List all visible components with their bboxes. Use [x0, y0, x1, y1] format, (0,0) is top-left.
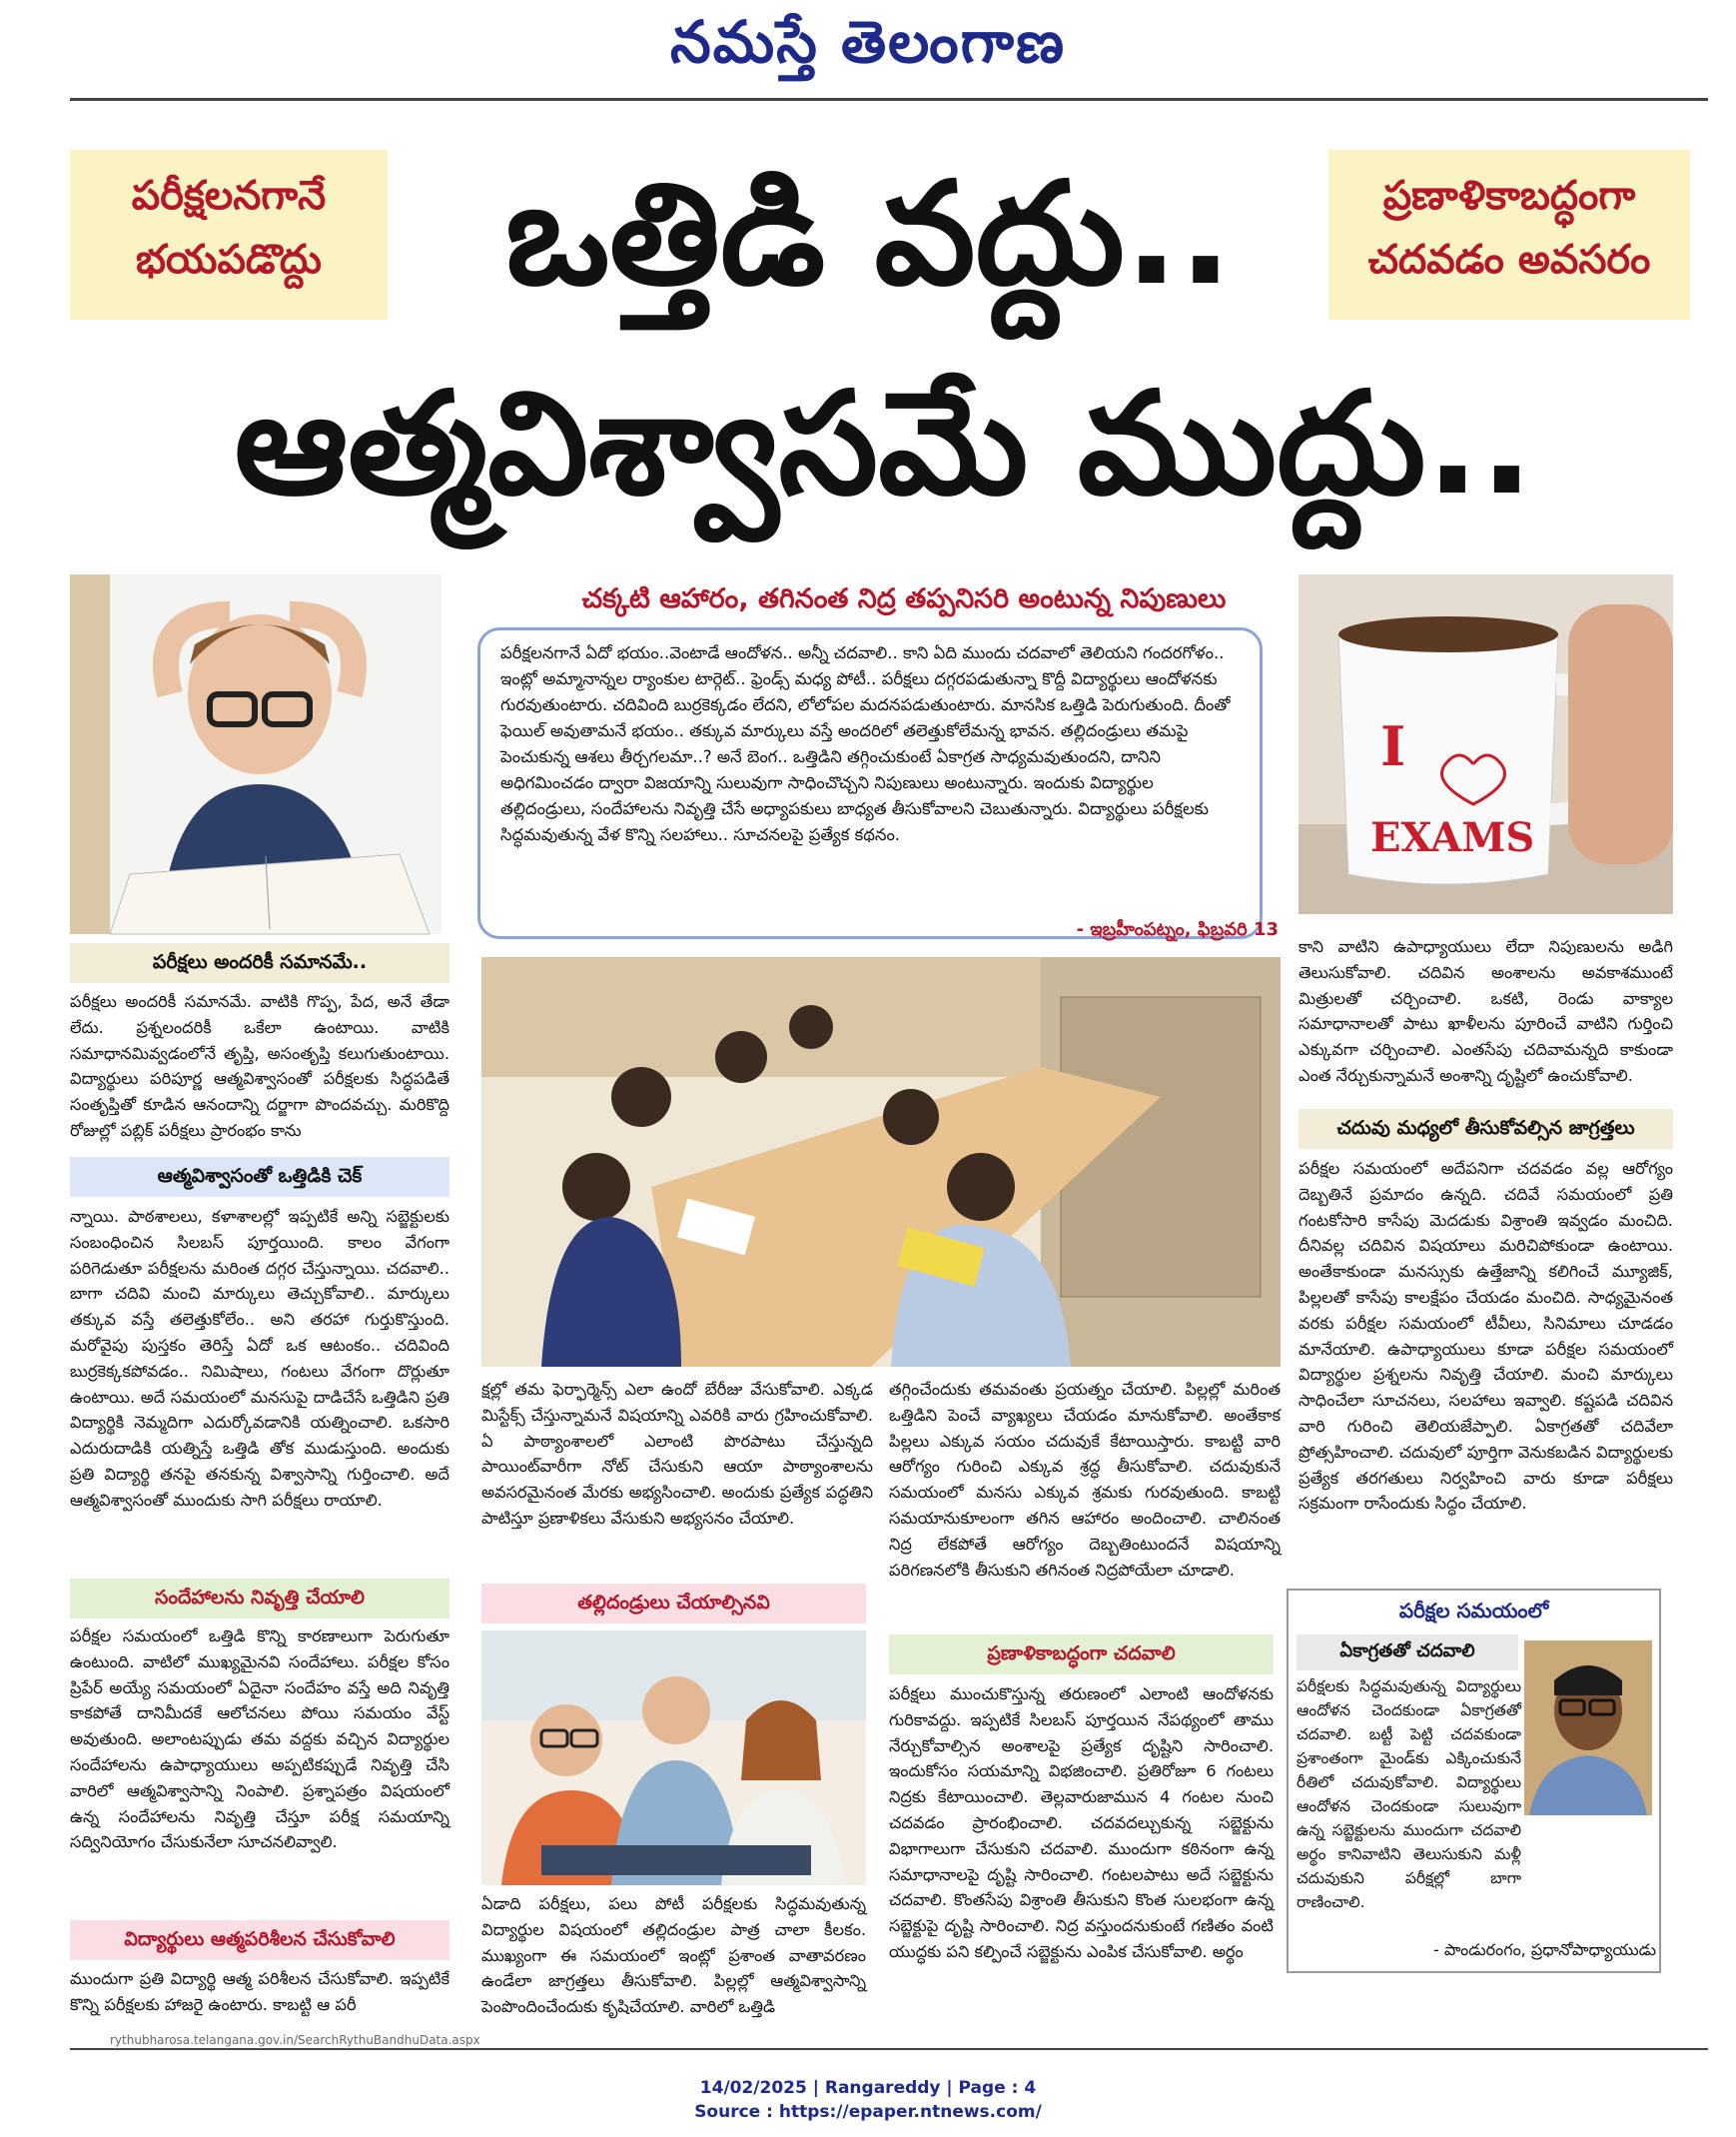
intro-box	[477, 627, 1263, 939]
section-title-self-review: విద్యార్థులు ఆత్మపరిశీలన చేసుకోవాలి	[70, 1920, 449, 1960]
section-body-doubts: పరీక్షల సమయంలో ఒత్తిడి కొన్ని కారణాలుగా పెరుగుతూ ఉంటుంది. వాటిలో ముఖ్యమైనవి సందేహాలు. పరీక్షల కోసం ప్రిపేర్ అయ్యే సమయంలో ఏదైనా సందేహం వస్తే అది నివృత్తి కాకపోతే దానిమీదకే ఆలోచనలు పోయి సమయం వేస్ట్ అవుతుంది. అలాంటప్పుడు తమ వద్దకు వచ్చిన విద్యార్థుల సందేహాలను ఉపాధ్యాయులు అప్పటికప్పుడే నివృత్తి చేసి వారిలో ఆత్మవిశ్వాసాన్ని నింపాలి. ప్రశ్నాపత్రం విషయంలో ఉన్న సందేహాలను నివృత్తి చేస్తూ పరీక్ష సమయాన్ని సద్వినియోగం చేసుకునేలా సూచనలివ్వాలి.	[70, 1626, 449, 1852]
section-body-equal: పరీక్షలు అందరికీ సమానమే. వాటికి గొప్ప, పేద, అనే తేడా లేదు. ప్రశ్నలందరికీ ఒకేలా ఉంటాయి. వాటికి సమాధానమివ్వడంలోనే తృప్తి, అసంతృప్తి కలుగుతుంటాయి. విద్యార్థులు పరిపూర్ణ ఆత్మవిశ్వాసంతో పరీక్షలకు సిద్ధపడితే సంతృప్తితో కూడిన ఆనందాన్ని దర్జాగా పొందవచ్చు. మరికొద్ది రోజుల్లో పబ్లిక్ పరీక్షలు ప్రారంభం కాను	[70, 992, 449, 1140]
middle-column-1-text: క్షల్లో తమ ఫెర్ఫార్మెన్స్ ఎలా ఉందో బేరీజు వేసుకోవాలి. ఎక్కడ మిస్టేక్స్ చేస్తున్నామనే విషయాన్ని ఎవరికి వారు గ్రహించుకోవాలి. ఏ పాఠ్యాంశాలలో ఎలాంటి పొరపాటు చేస్తున్నది పాయింట్‌వారీగా నోట్ చేసుకుని ఆయా పాఠ్యాంశాలను అవసరమైనంత మేరకు అభ్యసించాలి. అందుకు ప్రత్యేక పద్ధతిని పాటిస్తూ ప్రణాళికలు వేసుకుని అభ్యసనం చేయాలి.	[481, 1380, 873, 1528]
mug-text-i: I	[1380, 714, 1406, 778]
section-body-confidence: న్నాయి. పాఠశాలలు, కళాశాలల్లో ఇప్పటికే అన్ని సబ్జెక్టులకు సంబంధించిన సిలబస్ పూర్తయింది. కాలం వేగంగా పరిగెడుతూ పరీక్షలను మరింత దగ్గర చేస్తున్నాయి. చదవాలి.. బాగా చదివి మంచి మార్కులు తెచ్చుకోవాలి.. మార్కులు తక్కువ వస్తే తలెత్తుకోలేం.. అని తరహా గుర్తుకొస్తుంది. మరోవైపు పుస్తకం తెరిస్తే ఏదో ఒక ఆటంకం.. చదివింది బుర్రకెక్కకపోవడం.. నిమిషాలు, గంటలు వేగంగా దొర్లుతూ ఉంటాయి. అదే సమయంలో మనసుపై దాడిచేసే ఒత్తిడిని ప్రతి విద్యార్థికి నెమ్మదిగా ఎదుర్కోవడానికి యత్నించాలి. ఒకసారి ఎదురుదాడికి యత్నిస్తే ఒత్తిడి తోక ముడుస్తుంది. అందుకు ప్రతి విద్యార్థి తనపై తనకున్న విశ్వాసాన్ని గుర్తించాలి. అదే ఆత్మవిశ్వాసంతో ముందుకు సాగి పరీక్షలు రాయాలి.	[70, 1207, 449, 1510]
section-body-planned: పరీక్షలు ముంచుకొస్తున్న తరుణంలో ఎలాంటి ఆందోళనకు గురికావద్దు. ఇప్పటికే సిలబస్ పూర్తయిన నేపథ్యంలో తాము నేర్చుకోవాల్సిన అంశాలపై ప్రత్యేక దృష్టిని సారించాలి. ఇందుకోసం సయమాన్ని విభజించాలి. ప్రతిరోజూ 6 గంటలు నిద్రకు కేటాయించాలి. తెల్లవారుజామున 4 గంటల నుంచి చదవడం ప్రారంభించాలి. చదవదల్చుకున్న సబ్జెక్టును విభాగాలుగా చేసుకుని చదవాలి. ముందుగా కఠినంగా ఉన్న సమాధానాలపై దృష్టి సారించాలి. గంటలపాటు అదే సబ్జెక్టును చదవాలి. కొంతసేపు విశ్రాంతి తీసుకుని కొంత సులభంగా ఉన్న సబ్జెక్టుపై దృష్టి సారించాలి. నిద్ర వస్తుందనుకుంటే గణితం వంటి యుద్ధకు పని కల్పించే సబ్జెక్టును ఎంపిక చేసుకోవాలి. అర్థం	[889, 1684, 1274, 1961]
headline-line2: ఆత్మవిశ్వాసమే ముద్దు..	[234, 362, 1534, 527]
section-title-doubts: సందేహాలను నివృత్తి చేయాలి	[70, 1579, 449, 1618]
family-photo	[481, 1630, 866, 1885]
mug-text-exams: EXAMS	[1370, 814, 1535, 861]
right-callout-line1: ప్రణాళికాబద్ధంగా	[1382, 173, 1636, 219]
intro-text: పరీక్షలనగానే ఏదో భయం..వెంటాడే ఆందోళన.. అన్నీ చదవాలి.. కాని ఏది ముందు చదవాలో తెలియని గందరగోళం.. ఇంట్లో అమ్మానాన్నల ర్యాంకుల టార్గెట్.. ఫ్రెండ్స్ మధ్య పోటీ.. పరీక్షలు దగ్గరపడుతున్నా కొద్దీ విద్యార్థులు ఆందోళనకు గురవుతుంటారు. చదివింది బుర్రకెక్కడం లేదని, లోలోపల మదనపడుతుంటారు. మానసిక ఒత్తిడి పెరుగుతుంది. దీంతో ఫెయిల్ అవుతామనే భయం.. తక్కువ మార్కులు వస్తే అందరిలో తలెత్తుకోలేమన్న భావన. తల్లిదండ్రులు తమపై పెంచుకున్న ఆశలు తీర్చగలమా..? అనే బెంగ.. ఒత్తిడిని తగ్గించుకుంటే ఏకాగ్రత సాధ్యమవుతుందని, దానిని అధిగమించడం ద్వారా విజయాన్ని సులువుగా సాధించొచ్చని నిపుణులు అంటున్నారు. ఇందుకు విద్యార్థుల తల్లిదండ్రులు, సందేహాలను నివృత్తి చేసే అధ్యాపకులు బాధ్యత తీసుకోవాలని చెబుతున్నారు. విద్యార్థులు పరీక్షలకు సిద్ధమవుతున్న వేళ కొన్ని సలహాలు.. సూచనలపై ప్రత్యేక కథనం.	[500, 643, 1231, 844]
i-love-exams-mug-photo	[1299, 574, 1673, 914]
section-title-precautions: చదువు మధ్యలో తీసుకోవల్సిన జాగ్రత్తలు	[1299, 1109, 1673, 1149]
profile-body: పరీక్షలకు సిద్ధమవుతున్న విద్యార్థులు ఆందోళన చెందకుండా ఏకాగ్రతతో చదవాలి. బట్టీ పెట్టి చదవకుండా ప్రశాంతంగా మైండ్‌కు ఎక్కించుకునే రీతిలో చదువుకోవాలి. విద్యార్థులు ఆందోళన చెందకుండా సులువుగా ఉన్న సబ్జెక్టులను ముందుగా చదవాలి అర్థం కానివాటిని తెలుసుకుని మళ్లీ చదువుకుని పరీక్షల్లో బాగా రాణించాలి.	[1297, 1677, 1521, 1911]
profile-signature: - పాండురంగం, ప్రధానోపాధ్యాయుడు	[1432, 1940, 1656, 1959]
headmaster-quote-box	[1287, 1589, 1661, 1973]
headline-line1: ఒత్తిడి వద్దు..	[505, 152, 1233, 317]
stressed-student-photo	[70, 574, 441, 934]
right-callout-line2: చదవడం అవసరం	[1367, 237, 1651, 283]
subheadline: చక్కటి ఆహారం, తగినంత నిద్ర తప్పనిసరి అంటున్న నిపుణులు	[581, 583, 1227, 614]
left-callout-line2: భయపడొద్దు	[136, 237, 322, 283]
right-callout-box	[1328, 150, 1690, 320]
footer-edition-line: 14/02/2025 | Rangareddy | Page : 4	[699, 2078, 1037, 2098]
left-callout-box	[70, 150, 388, 320]
profile-title: పరీక్షల సమయంలో	[1398, 1599, 1549, 1622]
bottom-rule	[70, 2048, 1708, 2050]
page-footer	[0, 2076, 1736, 2124]
middle-column-2-text: తగ్గించేందుకు తమవంతు ప్రయత్నం చేయాలి. పిల్లల్లో మరింత ఒత్తిడిని పెంచే వ్యాఖ్యలు చేయడం మానుకోవాలి. అంతేకాక పిల్లలు ఎక్కువ సయం చదువుకే కేటాయిస్తారు. కాబట్టి వారి ఆరోగ్యం గురించి ఎక్కువ శ్రద్ధ తీసుకోవాలి. చదువుకునే సమయంలో మనసు ఎక్కువ శ్రమకు గురవుతుంది. కాబట్టి సమయానుకూలంగా తగిన ఆహారం అందించాలి. చాలినంత నిద్ర లేకపోతే ఆరోగ్యం దెబ్బతింటుందనే విషయాన్ని పరిగణనలోకి తీసుకుని తగినంత నిద్రపోయేలా చూడాలి.	[889, 1380, 1281, 1580]
profile-subtitle: ఏకాగ్రతతో చదవాలి	[1297, 1634, 1518, 1670]
classroom-reading-photo	[481, 957, 1281, 1367]
right-column-top-text: కాని వాటిని ఉపాధ్యాయులు లేదా నిపుణులను అడిగి తెలుసుకోవాలి. చదివిన అంశాలను అవకాశముంటే మిత్రులతో చర్చించాలి. ఒకటి, రెండు వాక్యాల సమాధానాలతో పాటు ఖాళీలను పూరించే వాటిని గుర్తించి ఎక్కువగా చర్చించాలి. ఎంతసేపు చదివామన్నది కాకుండా ఎంత నేర్చుకున్నామనే అంశాన్ని దృష్టిలో ఉంచుకోవాలి.	[1299, 937, 1673, 1085]
section-title-equal: పరీక్షలు అందరికీ సమానమే..	[70, 943, 449, 983]
section-body-precautions: పరీక్షల సమయంలో అదేపనిగా చదవడం వల్ల ఆరోగ్యం దెబ్బతినే ప్రమాదం ఉన్నది. చదివే సమయంలో ప్రతి గంటకోసారి కాసేపు మెదడుకు విశ్రాంతి ఇవ్వడం మంచిది. దీనివల్ల చదివిన విషయాలు మరిచిపోకుండా ఉంటాయి. అంతేకాకుండా మనస్సుకు ఉత్తేజాన్ని కలిగించే మ్యూజిక్, పిల్లలతో కాసేపు కాలక్షేపం చేయడం మంచిది. సాధ్యమైనంత వరకు పరీక్షల సమయంలో టీవీలు, సినిమాలు చూడడం మానేయాలి. ఉపాధ్యాయులు కూడా పరీక్షల సమయంలో విద్యార్థుల ప్రశ్నలను నివృత్తి చేయాలి. మంచి మార్కులు సాధించేలా సూచనలు, సలహాలు ఇవ్వాలి. కష్టపడి చదివిన వారి గురించి తెలియజేప్పాలి. ఏకాగ్రతతో చదివేలా ప్రోత్సహించాలి. చదువులో పూర్తిగా వెనుకబడిన విద్యార్థులకు ప్రత్యేక తరగతులు నిర్వహించి వారు కూడా పరీక్షలు సక్రమంగా రాసేందుకు సిద్ధం చేయాలి.	[1299, 1159, 1673, 1514]
headmaster-portrait	[1524, 1640, 1652, 1815]
section-title-parents: తల్లిదండ్రులు చేయాల్సినవి	[481, 1584, 866, 1623]
left-callout-line1: పరీక్షలనగానే	[131, 173, 327, 219]
footer-source-line: Source : https://epaper.ntnews.com/	[694, 2102, 1042, 2122]
dateline: - ఇబ్రహీంపట్నం, ఫిబ్రవరి 13	[1076, 919, 1279, 940]
masthead-rule	[70, 98, 1708, 101]
section-body-parents: ఏడాది పరీక్షలు, పలు పోటీ పరీక్షలకు సిద్ధమవుతున్న విద్యార్థుల విషయంలో తల్లిదండ్రుల పాత్ర చాలా కీలకం. ముఖ్యంగా ఈ సమయంలో ఇంట్లో ప్రశాంత వాతావరణం ఉండేలా జాగ్రత్తలు తీసుకోవాలి. పిల్లల్లో ఆత్మవిశ్వాసాన్ని పెంపొందించేందుకు కృషిచేయాలి. వారిలో ఒత్తిడి	[481, 1894, 866, 2017]
section-title-planned: ప్రణాళికాబద్ధంగా చదవాలి	[889, 1634, 1274, 1674]
url-strip: rythubharosa.telangana.gov.in/SearchRythuBandhuData.aspx	[110, 2033, 480, 2047]
section-body-self-review: ముందుగా ప్రతి విద్యార్థి ఆత్మ పరిశీలన చేసుకోవాలి. ఇప్పటికే కొన్ని పరీక్షలకు హాజరై ఉంటారు. కాబట్టి ఆ పరీ	[70, 1969, 449, 2014]
section-title-confidence: ఆత్మవిశ్వాసంతో ఒత్తిడికి చెక్	[70, 1157, 449, 1197]
masthead: నమస్తే తెలంగాణ	[670, 8, 1066, 76]
